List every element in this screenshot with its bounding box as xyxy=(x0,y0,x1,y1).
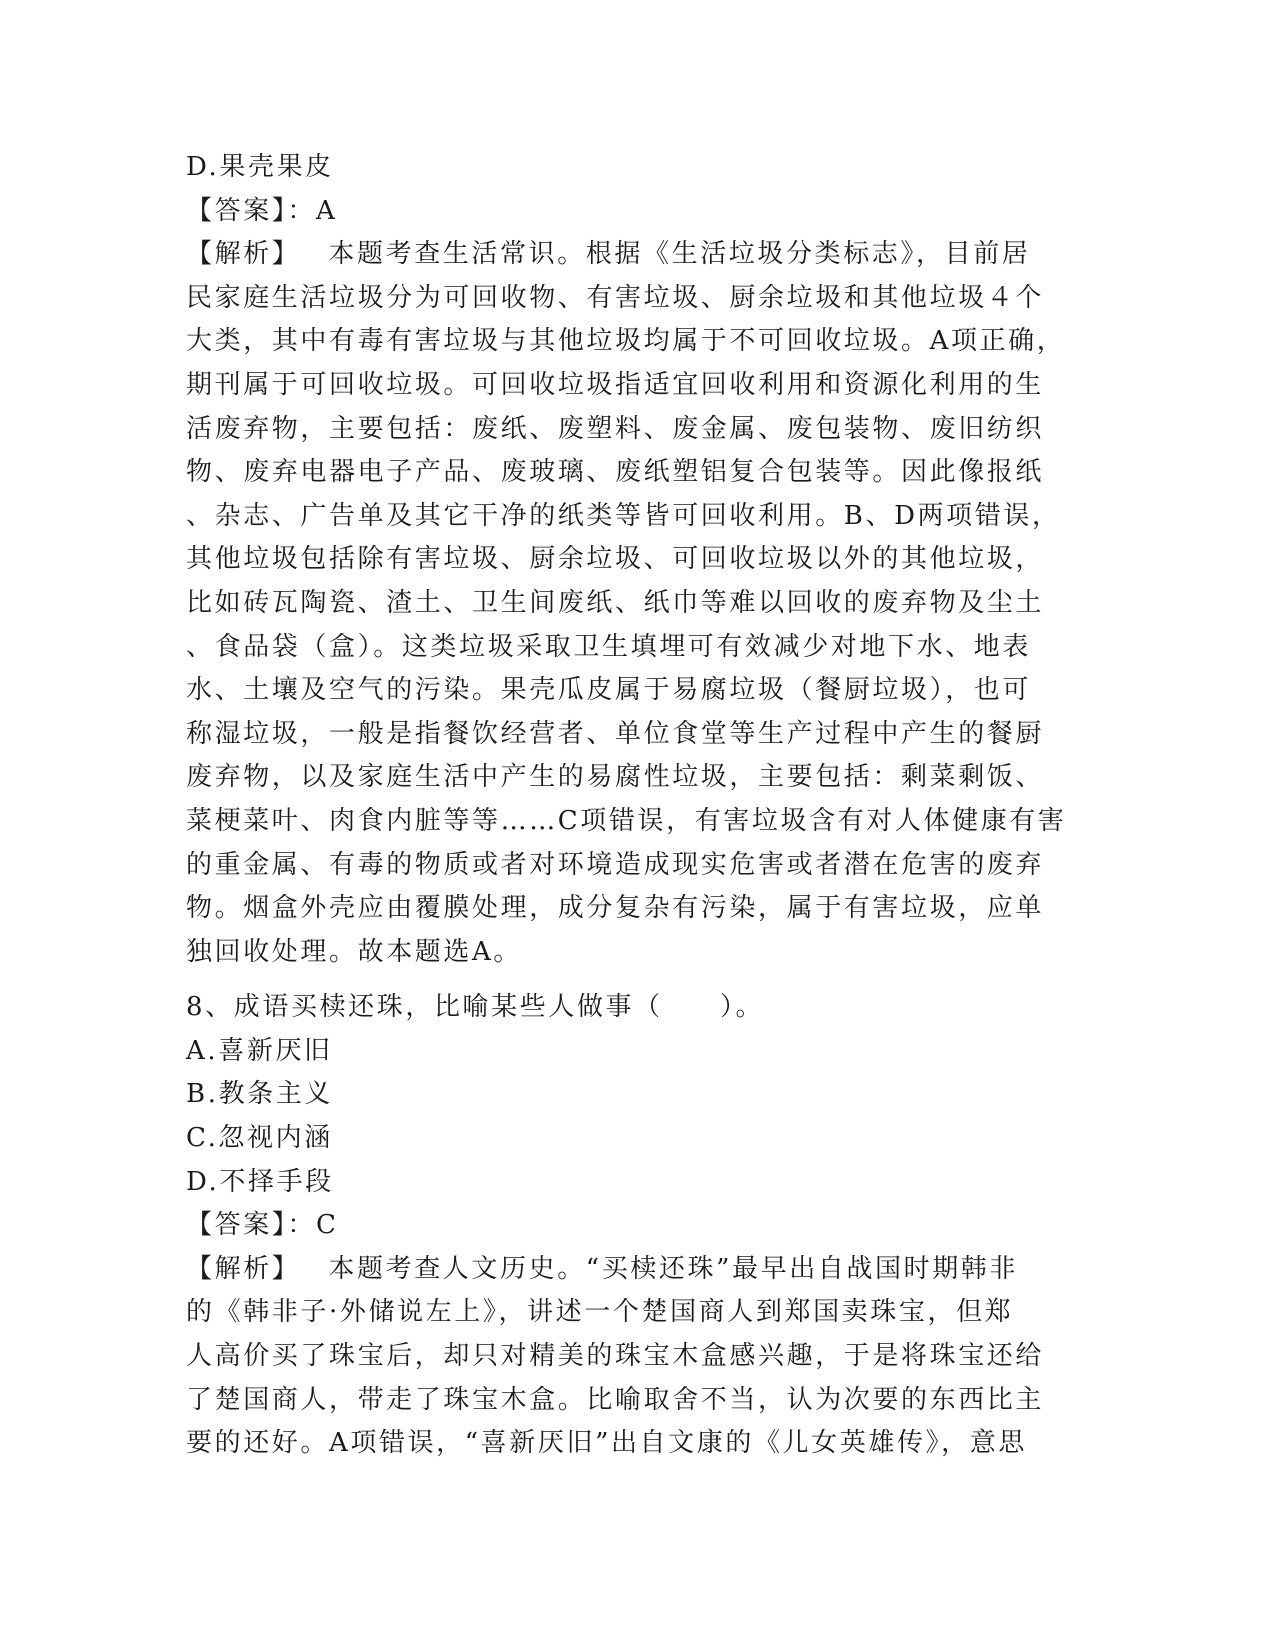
q7-analysis-line: 菜梗菜叶、肉食内脏等等……C项错误，有害垃圾含有对人体健康有害 xyxy=(186,805,1067,836)
q8-analysis-label: 【解析】 xyxy=(186,1253,301,1284)
q7-analysis-line: 物。烟盒外壳应由覆膜处理，成分复杂有污染，属于有害垃圾，应单 xyxy=(186,893,1045,924)
q7-analysis-line: 独回收处理。故本题选A。 xyxy=(186,936,522,967)
q7-analysis-line: 的重金属、有毒的物质或者对环境造成现实危害或者潜在危害的废弃 xyxy=(186,849,1045,880)
q8-option-b: B.教条主义 xyxy=(186,1079,333,1110)
q8-analysis-text: 本题考查人文历史。“买椟还珠”最早出自战国时期韩非 xyxy=(328,1253,1018,1284)
q8-answer xyxy=(186,1204,1081,1248)
q7-analysis-line: 活废弃物，主要包括：废纸、废塑料、废金属、废包装物、废旧纺织 xyxy=(186,413,1045,444)
q7-analysis-line: 比如砖瓦陶瓷、渣土、卫生间废纸、纸巾等难以回收的废弃物及尘土 xyxy=(186,587,1045,618)
q7-analysis-line: 民家庭生活垃圾分为可回收物、有害垃圾、厨余垃圾和其他垃圾４个 xyxy=(186,282,1045,313)
q8-option-a: A.喜新厌旧 xyxy=(186,1035,333,1066)
q7-analysis-line: 称湿垃圾，一般是指餐饮经营者、单位食堂等生产过程中产生的餐厨 xyxy=(186,718,1045,749)
q8-question: 8、成语买椟还珠，比喻某些人做事（ ）。 xyxy=(186,992,765,1023)
q7-answer-label: 【答案】 xyxy=(186,195,288,226)
q7-analysis-line xyxy=(186,233,1081,277)
q7-answer xyxy=(186,190,1081,234)
q7-analysis-line: 、杂志、广告单及其它干净的纸类等皆可回收利用。B、D两项错误， xyxy=(186,500,1061,531)
q7-analysis-line: 废弃物，以及家庭生活中产生的易腐性垃圾，主要包括：剩菜剩饭、 xyxy=(186,762,1045,793)
q7-analysis-line: 其他垃圾包括除有害垃圾、厨余垃圾、可回收垃圾以外的其他垃圾， xyxy=(186,544,1045,575)
q7-answer-value: ：A xyxy=(287,195,338,226)
q8-answer-label: 【答案】 xyxy=(186,1210,288,1241)
q7-analysis-label: 【解析】 xyxy=(186,239,301,270)
q8-analysis-line: 的《韩非子·外储说左上》，讲述一个楚国商人到郑国卖珠宝，但郑 xyxy=(186,1297,1014,1328)
q8-option-d: D.不择手段 xyxy=(186,1166,334,1197)
q7-analysis-line: 水、土壤及空气的污染。果壳瓜皮属于易腐垃圾（餐厨垃圾），也可 xyxy=(186,675,1032,706)
page-content xyxy=(186,146,1081,1466)
q7-option-d: D.果壳果皮 xyxy=(186,152,334,182)
q8-option-c: C.忽视内涵 xyxy=(186,1123,333,1154)
q8-answer-value: ：C xyxy=(287,1210,339,1241)
q7-analysis-text: 本题考查生活常识。根据《生活垃圾分类标志》，目前居 xyxy=(328,239,1031,270)
q7-analysis-line: 大类，其中有毒有害垃圾与其他垃圾均属于不可回收垃圾。A项正确， xyxy=(186,326,1066,357)
q8-analysis-line: 了楚国商人，带走了珠宝木盒。比喻取舍不当，认为次要的东西比主 xyxy=(186,1384,1045,1415)
q8-analysis-line: 要的还好。A项错误，“喜新厌旧”出自文康的《儿女英雄传》，意思 xyxy=(186,1428,1027,1459)
section-gap xyxy=(186,974,1081,986)
q7-analysis-line: 物、废弃电器电子产品、废玻璃、废纸塑铝复合包装等。因此像报纸 xyxy=(186,457,1045,488)
q8-analysis-line xyxy=(186,1248,1081,1292)
q7-analysis-line: 期刊属于可回收垃圾。可回收垃圾指适宜回收利用和资源化利用的生 xyxy=(186,369,1045,400)
q7-analysis-line: 、食品袋（盒）。这类垃圾采取卫生填埋可有效减少对地下水、地表 xyxy=(186,631,1032,662)
q8-analysis-line: 人高价买了珠宝后，却只对精美的珠宝木盒感兴趣，于是将珠宝还给 xyxy=(186,1341,1045,1372)
